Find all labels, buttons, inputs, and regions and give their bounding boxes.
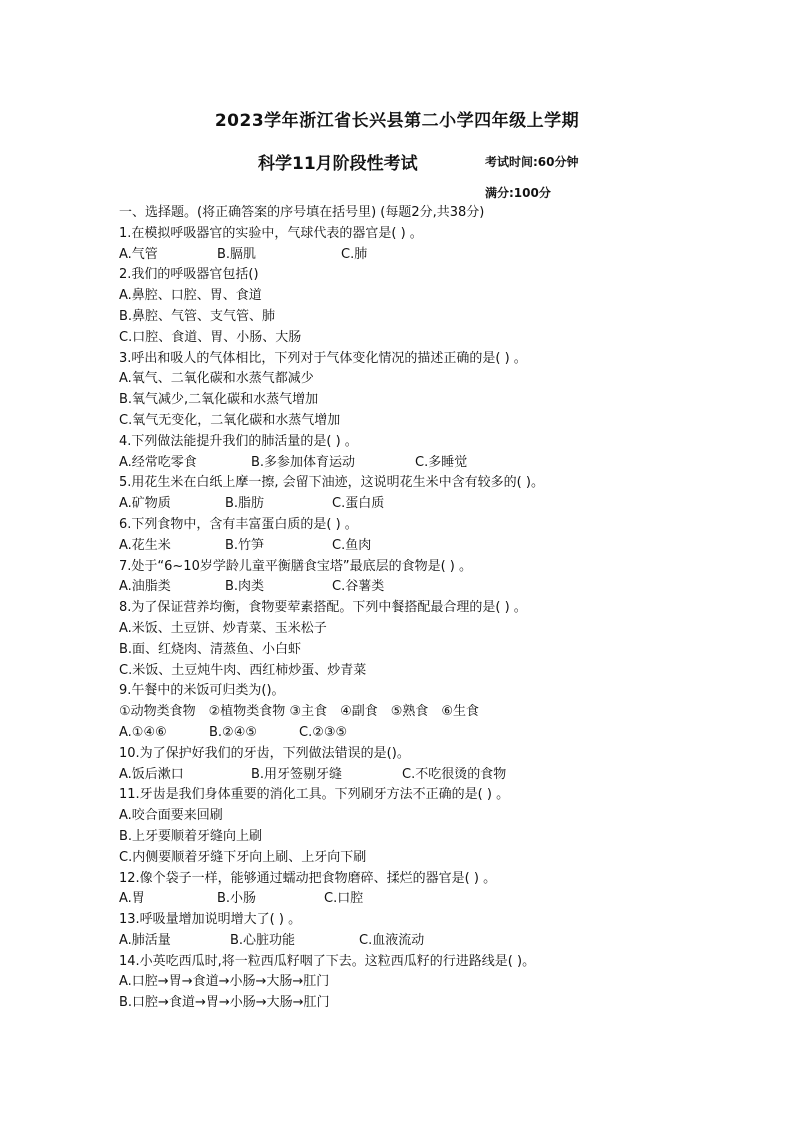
section-heading: 一、选择题。(将正确答案的序号填在括号里) (每题2分,共38分) (119, 205, 485, 220)
option: A.矿物质 (119, 496, 171, 512)
option: C.米饭、土豆炖牛肉、西红柿炒蛋、炒青菜 (119, 662, 367, 678)
option: A.饭后漱口 (119, 766, 184, 782)
option: C.②③⑤ (299, 724, 348, 740)
option: B.面、红烧肉、清蒸鱼、小白虾 (119, 641, 302, 657)
option: B.心脏功能 (230, 932, 296, 948)
option: B.鼻腔、气管、支气管、肺 (119, 308, 276, 324)
question-stem: 13.呼吸量增加说明增大了( ) 。 (119, 912, 302, 928)
question-stem: 8.为了保证营养均衡，食物要荤素搭配。下列中餐搭配最合理的是( ) 。 (119, 600, 527, 616)
page-subtitle: 科学11月阶段性考试 (258, 154, 418, 174)
question-stem: 10.为了保护好我们的牙齿，下列做法错误的是()。 (119, 745, 410, 761)
option: C.蛋白质 (332, 496, 385, 512)
question-stem: 11.牙齿是我们身体重要的消化工具。下列刷牙方法不正确的是( ) 。 (119, 787, 510, 803)
option-row (119, 765, 759, 786)
option: C.口腔、食道、胃、小肠、大肠 (119, 329, 302, 345)
question-extra: ①动物类食物 ②植物类食物 ③主食 ④副食 ⑤熟食 ⑥生食 (119, 704, 480, 720)
option: C.氧气无变化，二氧化碳和水蒸气增加 (119, 412, 341, 428)
option: A.鼻腔、口腔、胃、食道 (119, 288, 262, 304)
option: B.肉类 (225, 579, 265, 595)
question-stem: 14.小英吃西瓜时,将一粒西瓜籽咽了下去。这粒西瓜籽的行进路线是( )。 (119, 953, 536, 969)
option: A.氧气、二氧化碳和水蒸气都减少 (119, 371, 314, 387)
option-row (119, 453, 759, 474)
question-stem: 7.处于“6~10岁学龄儿童平衡膳食宝塔”最底层的食物是( ) 。 (119, 558, 472, 574)
option: C.肺 (341, 246, 368, 262)
option: A.①④⑥ (119, 724, 167, 740)
option: A.油脂类 (119, 579, 171, 595)
option-row (119, 494, 759, 515)
option: A.气管 (119, 246, 158, 262)
option: A.经常吃零食 (119, 454, 197, 470)
option: B.脂肪 (225, 496, 265, 512)
option: A.花生米 (119, 537, 171, 553)
option-row (119, 723, 759, 744)
option: C.内侧要顺着牙缝下牙向上刷、上牙向下刷 (119, 849, 367, 865)
option: C.鱼肉 (332, 537, 372, 553)
option: C.口腔 (324, 891, 364, 907)
option: C.谷薯类 (332, 579, 385, 595)
question-stem: 2.我们的呼吸器官包括() (119, 267, 259, 283)
option: B.上牙要顺着牙缝向上刷 (119, 828, 263, 844)
question-stem: 5.用花生米在白纸上摩一擦, 会留下油迹，这说明花生米中含有较多的( )。 (119, 475, 544, 491)
option: C.血液流动 (359, 932, 425, 948)
option: B.多参加体育运动 (251, 454, 356, 470)
option: A.胃 (119, 891, 145, 907)
option: A.口腔→胃→食道→小肠→大肠→肛门 (119, 974, 330, 990)
option: B.口腔→食道→胃→小肠→大肠→肛门 (119, 995, 330, 1011)
option: B.用牙签剔牙缝 (251, 766, 343, 782)
option-row (119, 577, 759, 598)
question-stem: 3.呼出和吸人的气体相比，下列对于气体变化情况的描述正确的是( ) 。 (119, 350, 527, 366)
question-stem: 6.下列食物中，含有丰富蛋白质的是( ) 。 (119, 516, 358, 532)
option: B.②④⑤ (209, 724, 258, 740)
option: A.肺活量 (119, 932, 171, 948)
full-score: 满分:100分 (485, 186, 551, 200)
question-list (119, 203, 759, 1014)
question-stem: 9.午餐中的米饭可归类为()。 (119, 683, 285, 699)
question-stem: 12.像个袋子一样，能够通过蠕动把食物磨碎、揉烂的器官是( ) 。 (119, 870, 497, 886)
question-stem: 4.下列做法能提升我们的肺活量的是( ) 。 (119, 433, 358, 449)
option: B.膈肌 (217, 246, 257, 262)
question-stem: 1.在模拟呼吸器官的实验中，气球代表的器官是( ) 。 (119, 225, 423, 241)
option: B.竹笋 (225, 537, 265, 553)
option-row (119, 931, 759, 952)
page-title: 2023学年浙江省长兴县第二小学四年级上学期 (214, 111, 580, 131)
option: A.咬合面要来回刷 (119, 808, 223, 824)
option-row (119, 245, 759, 266)
option: C.多睡觉 (415, 454, 468, 470)
option: A.米饭、土豆饼、炒青菜、玉米松子 (119, 620, 327, 636)
option: C.不吃很烫的食物 (402, 766, 507, 782)
option: B.氧气减少,二氧化碳和水蒸气增加 (119, 392, 319, 408)
option-row (119, 889, 759, 910)
option: B.小肠 (217, 891, 257, 907)
exam-time: 考试时间:60分钟 (485, 155, 579, 169)
option-row (119, 536, 759, 557)
